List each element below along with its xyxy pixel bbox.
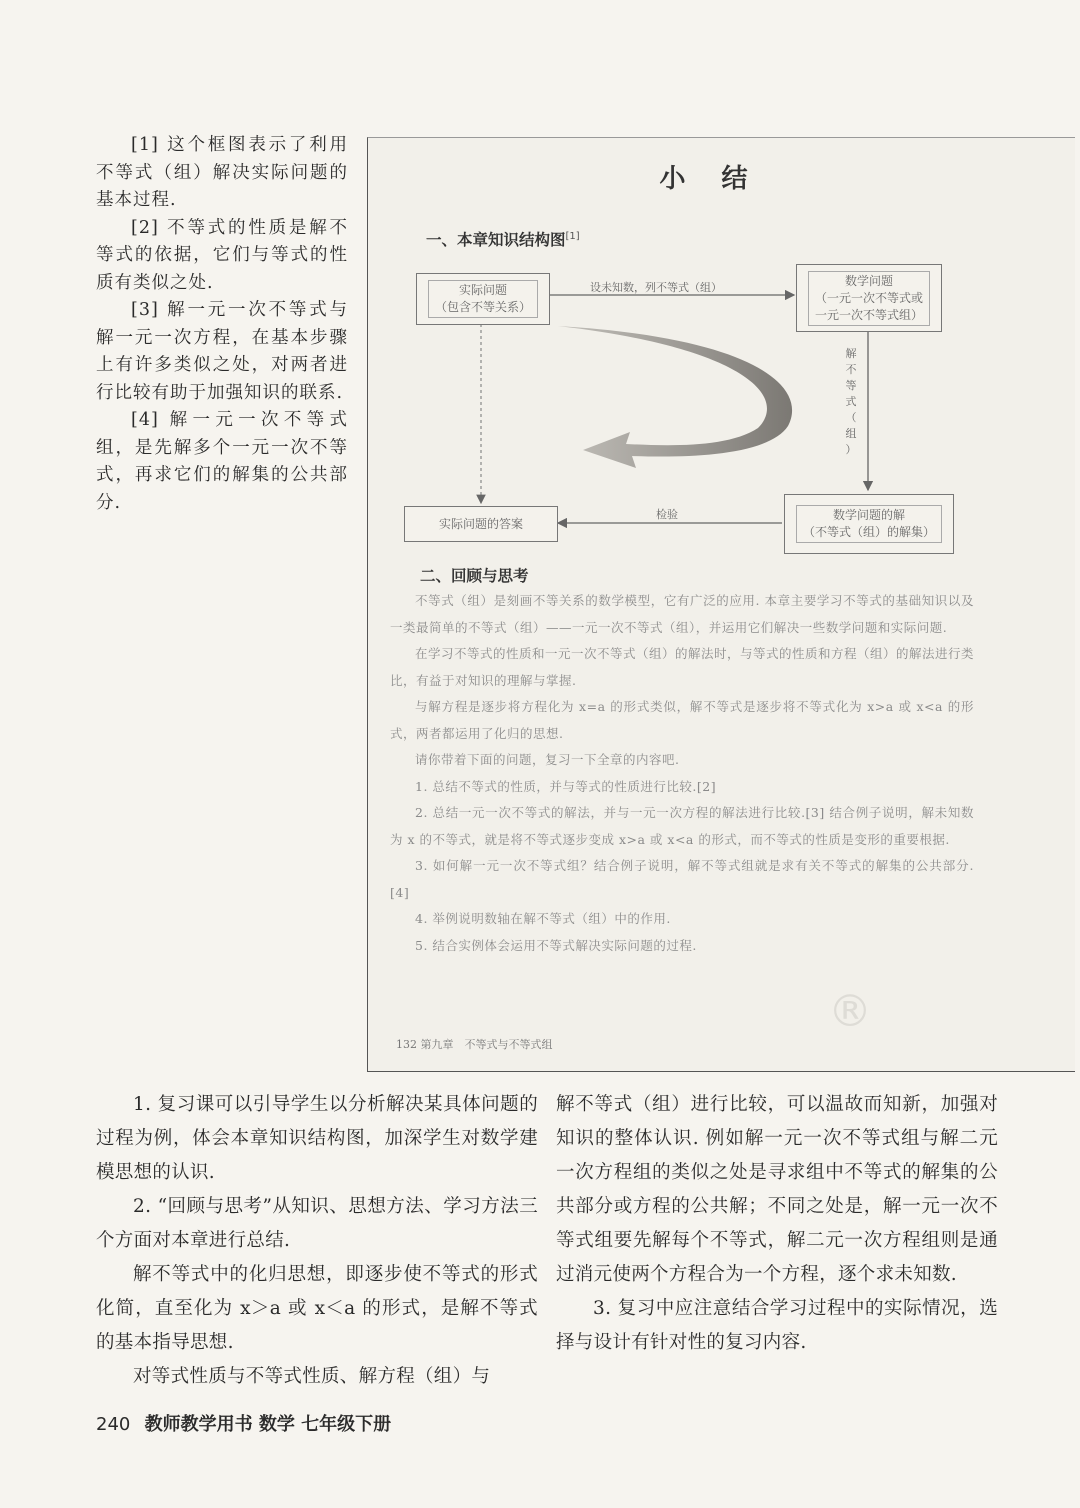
vertical-char: 不 bbox=[845, 363, 857, 376]
box-solution-line2: （不等式（组）的解集） bbox=[802, 525, 935, 539]
left-paragraph: 1. 复习课可以引导学生以分析解决某具体问题的过程为例，体会本章知识结构图，加深学生对数学建模思想的认识. bbox=[96, 1094, 538, 1183]
vertical-char: ） bbox=[845, 443, 857, 456]
arrow-right-label bbox=[844, 346, 858, 458]
summary-title: 小结 bbox=[659, 164, 784, 194]
curved-arrow bbox=[558, 326, 792, 468]
box-solution-line1: 数学问题的解 bbox=[832, 508, 905, 522]
review-paragraph: 3. 如何解一元一次不等式组？结合例子说明，解不等式组就是求有关不等式的解集的公共部分.[4] bbox=[390, 858, 974, 900]
review-paragraph: 在学习不等式的性质和一元一次不等式（组）的解法时，与等式的性质和方程（组）的解法进行类比，有益于对知识的理解与掌握. bbox=[390, 646, 975, 688]
box-math-problem-line2: （一元一次不等式或 bbox=[814, 290, 923, 305]
section-1-ref: [1] bbox=[565, 230, 580, 242]
section-1-text: 一、本章知识结构图 bbox=[426, 231, 566, 249]
side-note-3: [3] 解一元一次不等式与解一元一次方程，在基本步骤上有许多类似之处，对两者进行比较有助于加强知识的联系. bbox=[96, 300, 348, 403]
review-paragraph: 5. 结合实例体会运用不等式解决实际问题的过程. bbox=[415, 937, 697, 953]
vertical-char: 等 bbox=[845, 379, 857, 392]
embedded-textbook-page bbox=[367, 137, 1075, 1072]
vertical-char: （ bbox=[845, 411, 857, 424]
side-note-4: [4] 解一元一次不等式组，是先解多个一元一次不等式，再求它们的解集的公共部分. bbox=[96, 410, 348, 513]
left-paragraph: 对等式性质与不等式性质、解方程（组）与 bbox=[133, 1366, 491, 1387]
arrow-bottom-label: 检验 bbox=[656, 508, 678, 521]
side-notes bbox=[96, 132, 348, 517]
box-answer bbox=[404, 506, 558, 542]
box-real-problem-line1: 实际问题 bbox=[458, 283, 507, 297]
page-footer bbox=[96, 1410, 391, 1436]
left-paragraph: 2. “回顾与思考”从知识、思想方法、学习方法三个方面对本章进行总结. bbox=[96, 1196, 538, 1251]
right-paragraph: 3. 复习中应注意结合学习过程中的实际情况，选择与设计有针对性的复习内容. bbox=[556, 1298, 998, 1353]
box-answer-text: 实际问题的答案 bbox=[438, 516, 523, 531]
registered-mark: ® bbox=[828, 986, 872, 1037]
review-text bbox=[390, 588, 974, 959]
review-paragraph: 不等式（组）是刻画不等关系的数学模型，它有广泛的应用. 本章主要学习不等式的基础知识以及一类最简单的不等式（组）——一元一次不等式（组），并运用它们解决一些数学问题和实际问题. bbox=[390, 593, 974, 635]
review-paragraph: 4. 举例说明数轴在解不等式（组）中的作用. bbox=[415, 911, 671, 926]
vertical-char: 解 bbox=[845, 347, 857, 360]
vertical-char: 式 bbox=[845, 395, 857, 408]
book-title: 教师教学用书 数学 七年级下册 bbox=[144, 1414, 392, 1435]
box-real-problem-line2: （包含不等关系） bbox=[434, 300, 531, 314]
vertical-char: 组 bbox=[845, 427, 857, 440]
box-solution bbox=[784, 494, 954, 554]
side-note-2: [2] 不等式的性质是解不等式的依据，它们与等式的性质有类似之处. bbox=[96, 217, 348, 293]
embedded-footer: 132 第九章 不等式与不等式组 bbox=[396, 1038, 553, 1051]
box-math-problem-line1: 数学问题 bbox=[844, 273, 893, 288]
box-math-problem bbox=[796, 264, 942, 332]
review-paragraph: 与解方程是逐步将方程化为 x=a 的形式类似，解不等式是逐步将不等式化为 x>a 或 x<a 的形式，两者都运用了化归的思想. bbox=[390, 699, 974, 741]
left-paragraph: 解不等式中的化归思想，即逐步使不等式的形式化简，直至化为 x＞a 或 x＜a 的形式，是解不等式的基本指导思想. bbox=[96, 1264, 538, 1353]
review-paragraph: 请你带着下面的问题，复习一下全章的内容吧. bbox=[415, 752, 680, 767]
arrow-top-label: 设未知数，列不等式（组） bbox=[590, 281, 722, 294]
side-note-1: [1] 这个框图表示了利用不等式（组）解决实际问题的基本过程. bbox=[96, 135, 348, 210]
section-2-heading: 二、回顾与思考 bbox=[420, 567, 529, 585]
box-real-problem bbox=[416, 273, 550, 325]
right-paragraph: 解不等式（组）进行比较，可以温故而知新，加强对知识的整体认识. 例如解一元一次不等式组与解二元一次方程组的类似之处是寻求组中不等式的解集的公共部分或方程的公共解；不同之处是，解一元一次不等式组要先解每个不等式，解二元一次方程组则是通过消元使两个方程合为一个方程，逐个求未知数. bbox=[556, 1094, 998, 1285]
left-column bbox=[96, 1088, 538, 1394]
right-column bbox=[556, 1088, 998, 1360]
review-paragraph: 1. 总结不等式的性质，并与等式的性质进行比较.[2] bbox=[415, 778, 717, 794]
page-number: 240 bbox=[96, 1414, 131, 1435]
review-paragraph: 2. 总结一元一次不等式的解法，并与一元一次方程的解法进行比较.[3] 结合例子说明，解未知数为 x 的不等式，就是将不等式逐步变成 x>a 或 x<a 的形式，而不等式的性质是变形的重要根据. bbox=[390, 805, 974, 847]
box-math-problem-line3: 一元一次不等式组） bbox=[814, 307, 923, 322]
